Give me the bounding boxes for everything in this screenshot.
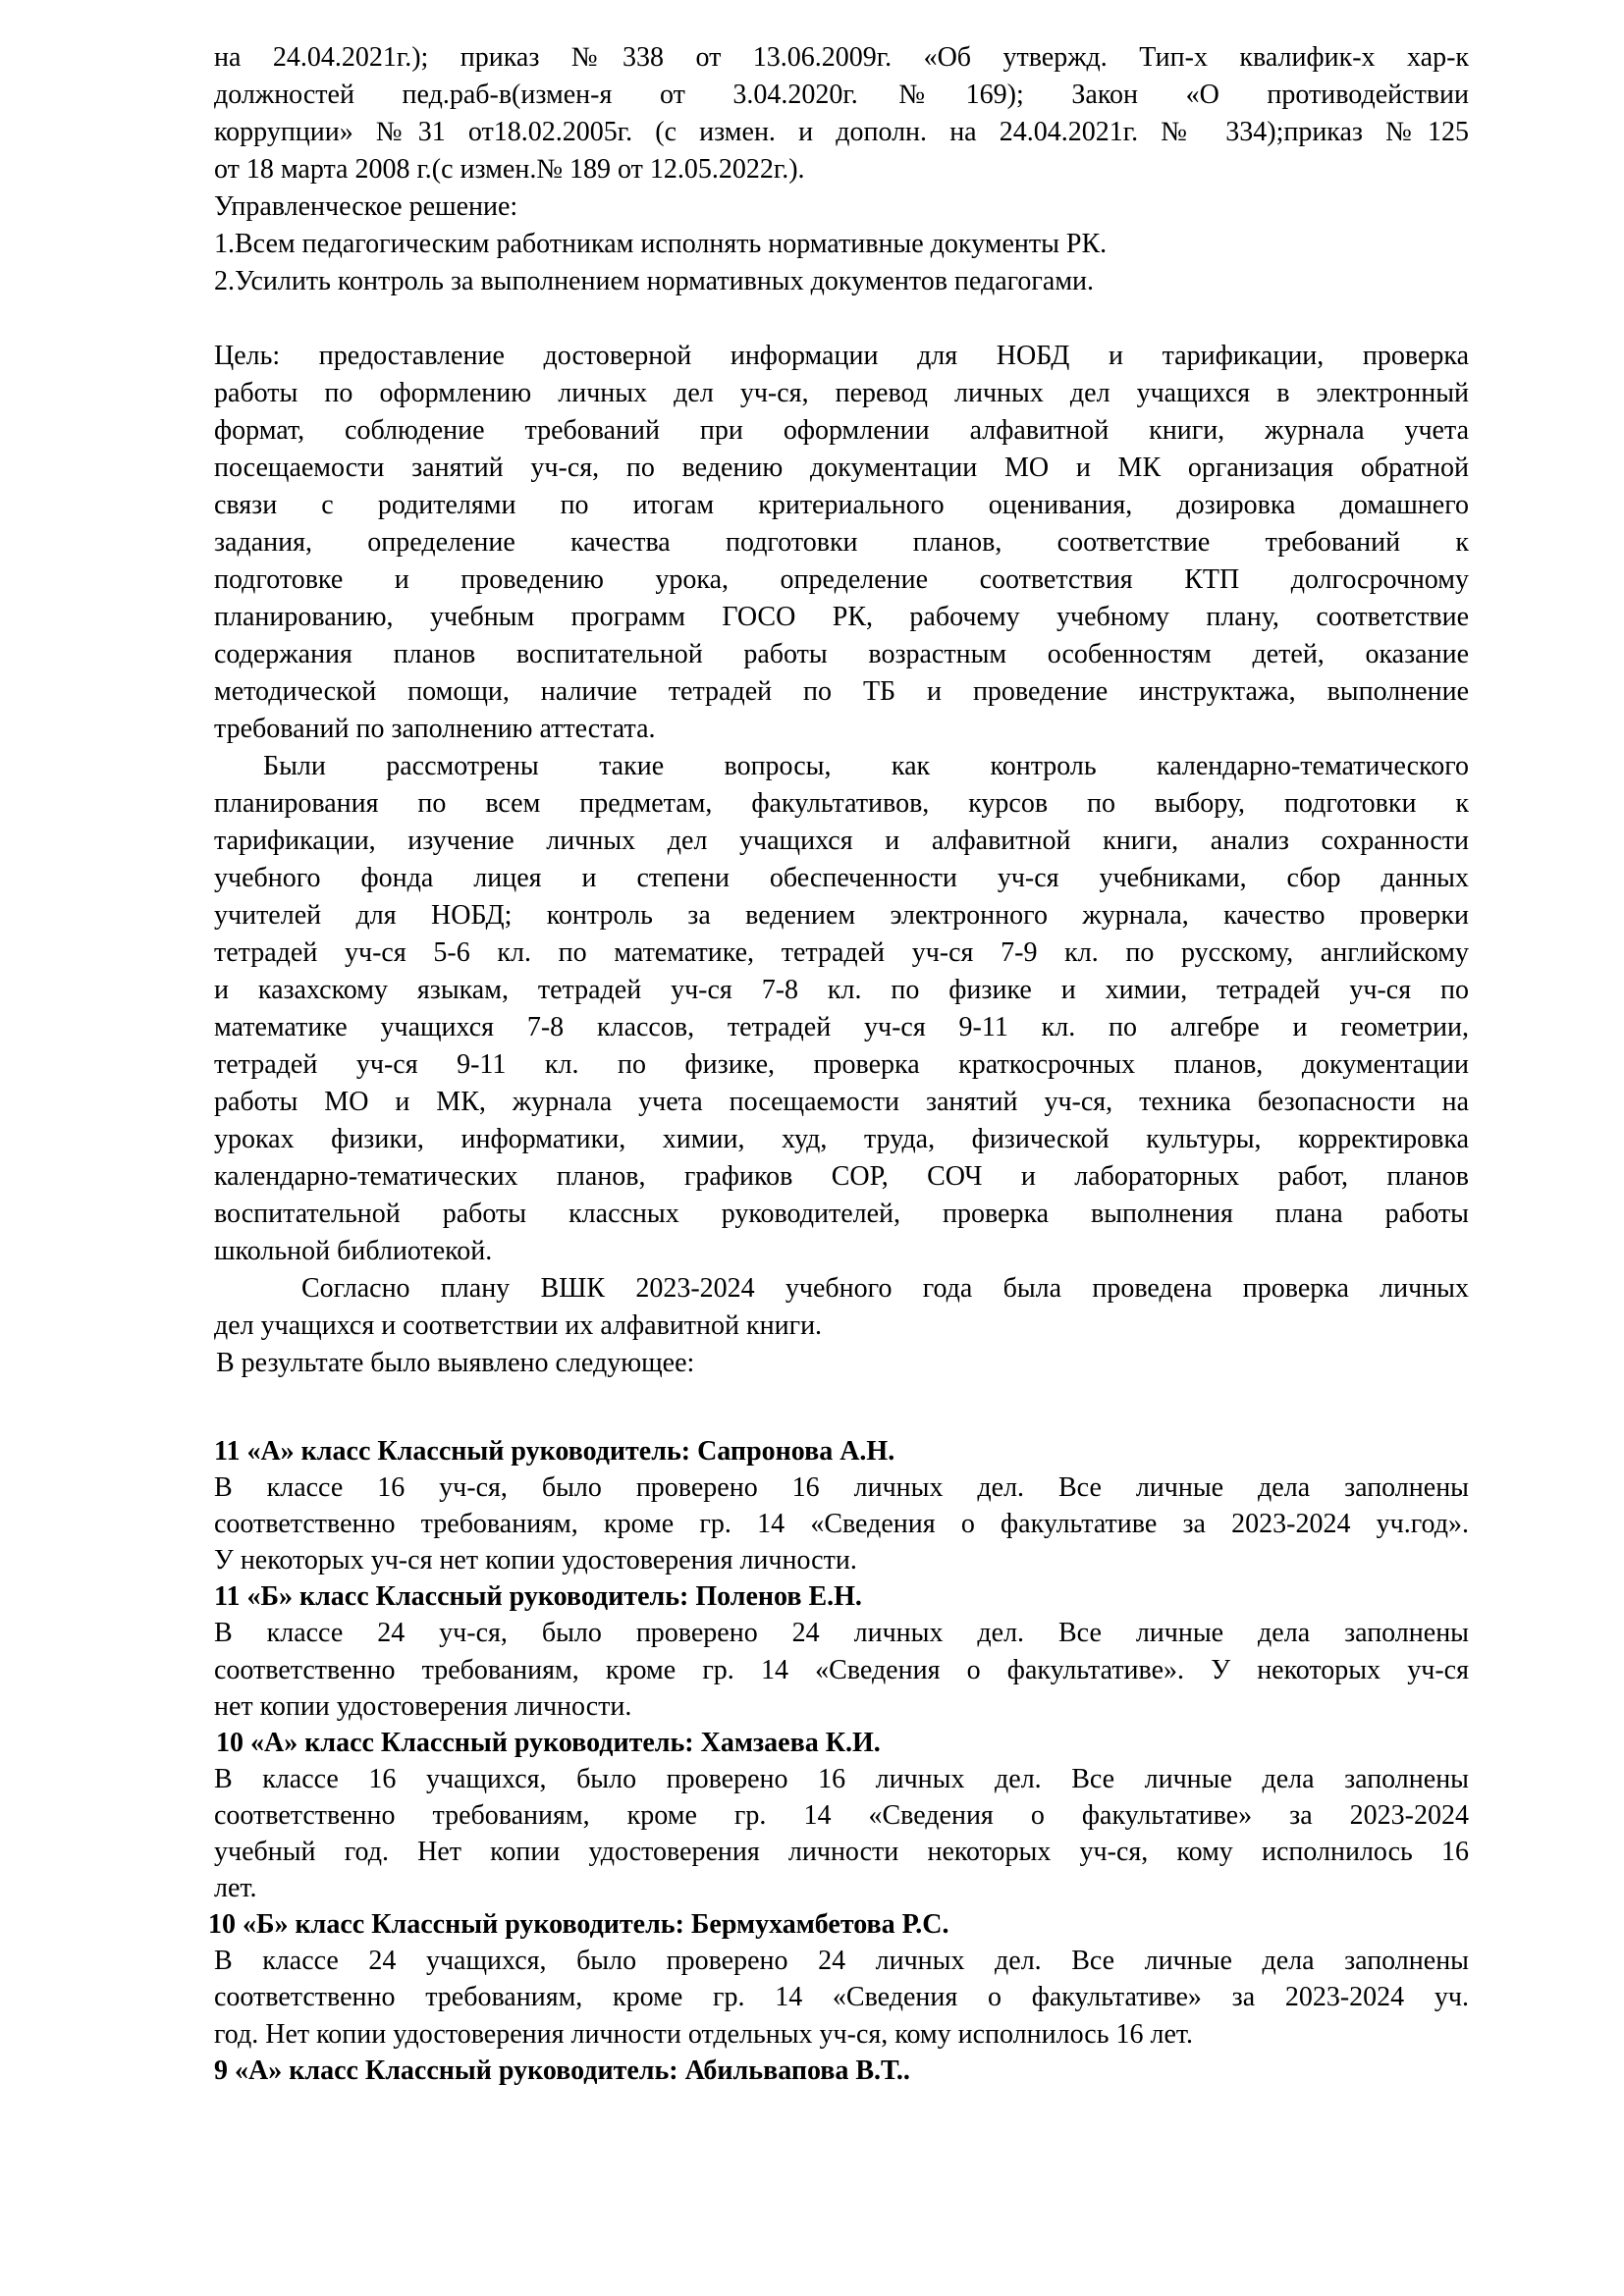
text-line: от 18 марта 2008 г.(с измен.№ 189 от 12.05.2022г.). bbox=[214, 154, 805, 185]
text-line: связи с родителями по итогам критериального оценивания, дозировка домашнего bbox=[214, 490, 1469, 520]
text-line: школьной библиотекой. bbox=[214, 1236, 493, 1266]
text-line: соответственно требованиям, кроме гр. 14 «Сведения о факультативе за 2023-2024 уч.год». bbox=[214, 1509, 1469, 1540]
text-line: В классе 24 уч-ся, было проверено 24 личных дел. Все личные дела заполнены bbox=[214, 1618, 1469, 1649]
class-report-heading: 11 «А» класс Классный руководитель: Сапронова А.Н. bbox=[214, 1436, 895, 1467]
text-line: Были рассмотрены такие вопросы, как контроль календарно-тематического bbox=[263, 751, 1469, 781]
text-line: В классе 16 уч-ся, было проверено 16 личных дел. Все личные дела заполнены bbox=[214, 1472, 1469, 1504]
text-line: Цель: предоставление достоверной информации для НОБД и тарификации, проверка bbox=[214, 341, 1469, 371]
document-body-top bbox=[214, 39, 1469, 1382]
text-line: планированию, учебным программ ГОСО РК, рабочему учебному плану, соответствие bbox=[214, 602, 1469, 632]
management-decision bbox=[214, 188, 1469, 300]
class-reports bbox=[208, 1433, 1469, 2089]
text-line: Согласно плану ВШК 2023-2024 учебного года была проведена проверка личных bbox=[301, 1273, 1469, 1304]
class-report-11a bbox=[214, 1433, 1469, 1578]
text-line: тарификации, изучение личных дел учащихся и алфавитной книги, анализ сохранности bbox=[214, 826, 1469, 856]
text-line: требований по заполнению аттестата. bbox=[214, 714, 656, 744]
class-report-10a bbox=[214, 1725, 1469, 1906]
class-report-10b bbox=[208, 1906, 1469, 2052]
text-line: должностей пед.раб-в(измен-я от 3.04.2020г.№169); Закон «О противодействии bbox=[214, 80, 1469, 110]
text-line: и казахскому языкам, тетрадей уч-ся 7-8 кл. по физике и химии, тетрадей уч-ся по bbox=[214, 975, 1469, 1005]
text-line: календарно-тематических планов, графиков СОР, СОЧ и лабораторных работ, планов bbox=[214, 1161, 1469, 1192]
text-line: год. Нет копии удостоверения личности отдельных уч-ся, кому исполнилось 16 лет. bbox=[214, 2018, 1194, 2050]
text-line: работы по оформлению личных дел уч-ся, перевод личных дел учащихся в электронный bbox=[214, 378, 1469, 408]
class-report-heading: 11 «Б» класс Классный руководитель: Поленов Е.Н. bbox=[214, 1581, 862, 1613]
class-report-11b bbox=[214, 1578, 1469, 1724]
management-decision-heading: Управленческое решение: bbox=[214, 191, 518, 222]
text-line: тетрадей уч-ся 9-11 кл. по физике, проверка краткосрочных планов, документации bbox=[214, 1049, 1469, 1080]
regulations-paragraph bbox=[214, 39, 1469, 188]
text-line: методической помощи, наличие тетрадей по ТБ и проведение инструктажа, выполнение bbox=[214, 676, 1469, 707]
text-line: лет. bbox=[214, 1873, 257, 1904]
text-line: задания, определение качества подготовки планов, соответствие требований к bbox=[214, 527, 1469, 558]
result-intro: В результате было выявлено следующее: bbox=[216, 1348, 695, 1378]
text-line: планирования по всем предметам, факультативов, курсов по выбору, подготовки к bbox=[214, 788, 1469, 819]
text-line: учителей для НОБД; контроль за ведением электронного журнала, качество проверки bbox=[214, 900, 1469, 931]
class-report-heading: 10 «А» класс Классный руководитель: Хамзаева К.И. bbox=[216, 1727, 881, 1758]
text-line: содержания планов воспитательной работы возрастным особенностям детей, оказание bbox=[214, 639, 1469, 669]
class-report-heading: 10 «Б» класс Классный руководитель: Бермухамбетова Р.С. bbox=[208, 1909, 949, 1941]
text-line: математике учащихся 7-8 классов, тетрадей уч-ся 9-11 кл. по алгебре и геометрии, bbox=[214, 1012, 1469, 1042]
plan-paragraph bbox=[214, 1270, 1469, 1382]
text-line: уроках физики, информатики, химии, худ, труда, физической культуры, корректировка bbox=[214, 1124, 1469, 1154]
decision-item: 2.Усилить контроль за выполнением нормативных документов педагогами. bbox=[214, 266, 1095, 296]
text-line: тетрадей уч-ся 5-6 кл. по математике, тетрадей уч-ся 7-9 кл. по русскому, английскому bbox=[214, 937, 1469, 968]
text-line: нет копии удостоверения личности. bbox=[214, 1690, 632, 1722]
decision-item: 1.Всем педагогическим работникам исполнять нормативные документы РК. bbox=[214, 229, 1108, 259]
text-line: В классе 24 учащихся, было проверено 24 личных дел. Все личные дела заполнены bbox=[214, 1946, 1469, 1977]
reviewed-topics-paragraph bbox=[214, 748, 1469, 1270]
text-line: формат, соблюдение требований при оформлении алфавитной книги, журнала учета bbox=[214, 415, 1469, 446]
text-line: учебный год. Нет копии удостоверения личности некоторых уч-ся, кому исполнилось 16 bbox=[214, 1837, 1469, 1868]
text-line: соответственно требованиям, кроме гр. 14 «Сведения о факультативе» за 2023-2024 уч. bbox=[214, 1982, 1469, 2013]
text-line: соответственно требованиям, кроме гр. 14 «Сведения о факультативе». У некоторых уч-ся bbox=[214, 1654, 1469, 1685]
text-line: работы МО и МК, журнала учета посещаемости занятий уч-ся, техника безопасности на bbox=[214, 1087, 1469, 1117]
text-line: У некоторых уч-ся нет копии удостоверения личности. bbox=[214, 1545, 857, 1576]
text-line: соответственно требованиям, кроме гр. 14 «Сведения о факультативе» за 2023-2024 bbox=[214, 1799, 1469, 1831]
text-line: посещаемости занятий уч-ся, по ведению документации МО и МК организация обратной bbox=[214, 453, 1469, 483]
class-report-9a bbox=[214, 2053, 1469, 2089]
text-line: на 24.04.2021г.); приказ №338 от 13.06.2009г. «Об утвержд. Тип-х квалифик-х хар-к bbox=[214, 42, 1469, 73]
goal-paragraph bbox=[214, 338, 1469, 748]
text-line: подготовке и проведению урока, определение соответствия КТП долгосрочному bbox=[214, 564, 1469, 595]
text-line: учебного фонда лицея и степени обеспеченности уч-ся учебниками, сбор данных bbox=[214, 863, 1469, 893]
text-line: дел учащихся и соответствии их алфавитной книги. bbox=[214, 1310, 823, 1341]
text-line: В классе 16 учащихся, было проверено 16 личных дел. Все личные дела заполнены bbox=[214, 1763, 1469, 1794]
text-line: коррупции» №31 от18.02.2005г. (с измен. и дополн. на 24.04.2021г. № 334);приказ №125 bbox=[214, 117, 1469, 147]
class-report-heading: 9 «А» класс Классный руководитель: Абильвапова В.Т.. bbox=[214, 2055, 910, 2086]
blank-line bbox=[214, 300, 1469, 338]
text-line: воспитательной работы классных руководителей, проверка выполнения плана работы bbox=[214, 1199, 1469, 1229]
